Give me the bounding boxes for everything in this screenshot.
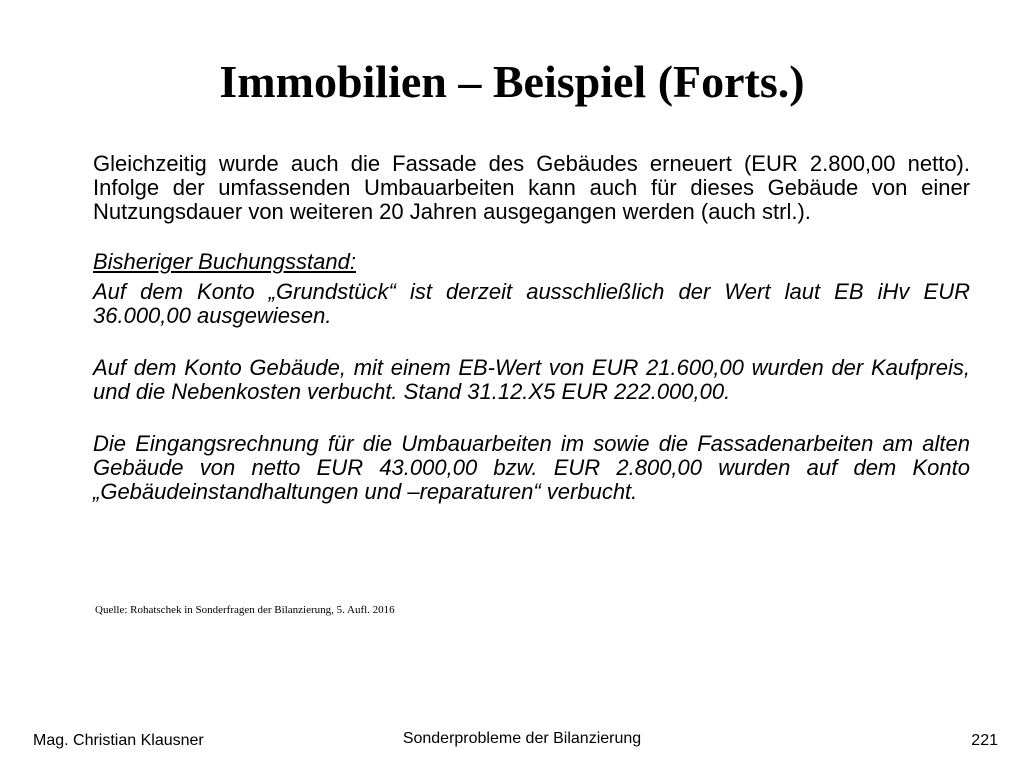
slide-title: Immobilien – Beispiel (Forts.) — [219, 56, 805, 107]
slide-body — [93, 152, 970, 504]
intro-paragraph: Gleichzeitig wurde auch die Fassade des Gebäudes erneuert (EUR 2.800,00 netto). Infolge der umfassenden Umbauarbeiten kann auch für dieses Gebäude von einer Nutzungsdauer von weiteren 20 Jahren ausgegangen werden (auch strl.). — [93, 151, 970, 224]
footer-author: Mag. Christian Klausner — [33, 732, 204, 749]
source-citation: Quelle: Rohatschek in Sonderfragen der Bilanzierung, 5. Aufl. 2016 — [95, 604, 395, 616]
invoice-paragraph: Die Eingangsrechnung für die Umbauarbeiten im sowie die Fassadenarbeiten am alten Gebäude von netto EUR 43.000,00 bzw. EUR 2.800,00 wurden auf dem Konto „Gebäudeinstandhaltungen und –reparaturen“ verbucht. — [93, 431, 970, 504]
building-account-paragraph: Auf dem Konto Gebäude, mit einem EB-Wert von EUR 21.600,00 wurden der Kaufpreis, und die Nebenkosten verbucht. Stand 31.12.X5 EUR 222.000,00. — [93, 355, 970, 404]
page-number: 221 — [971, 732, 998, 749]
footer-course-title: Sonderprobleme der Bilanzierung — [402, 730, 642, 747]
land-account-paragraph: Auf dem Konto „Grundstück“ ist derzeit ausschließlich der Wert laut EB iHv EUR 36.000,00 ausgewiesen. — [93, 279, 970, 328]
booking-status-heading: Bisheriger Buchungsstand: — [93, 249, 356, 274]
